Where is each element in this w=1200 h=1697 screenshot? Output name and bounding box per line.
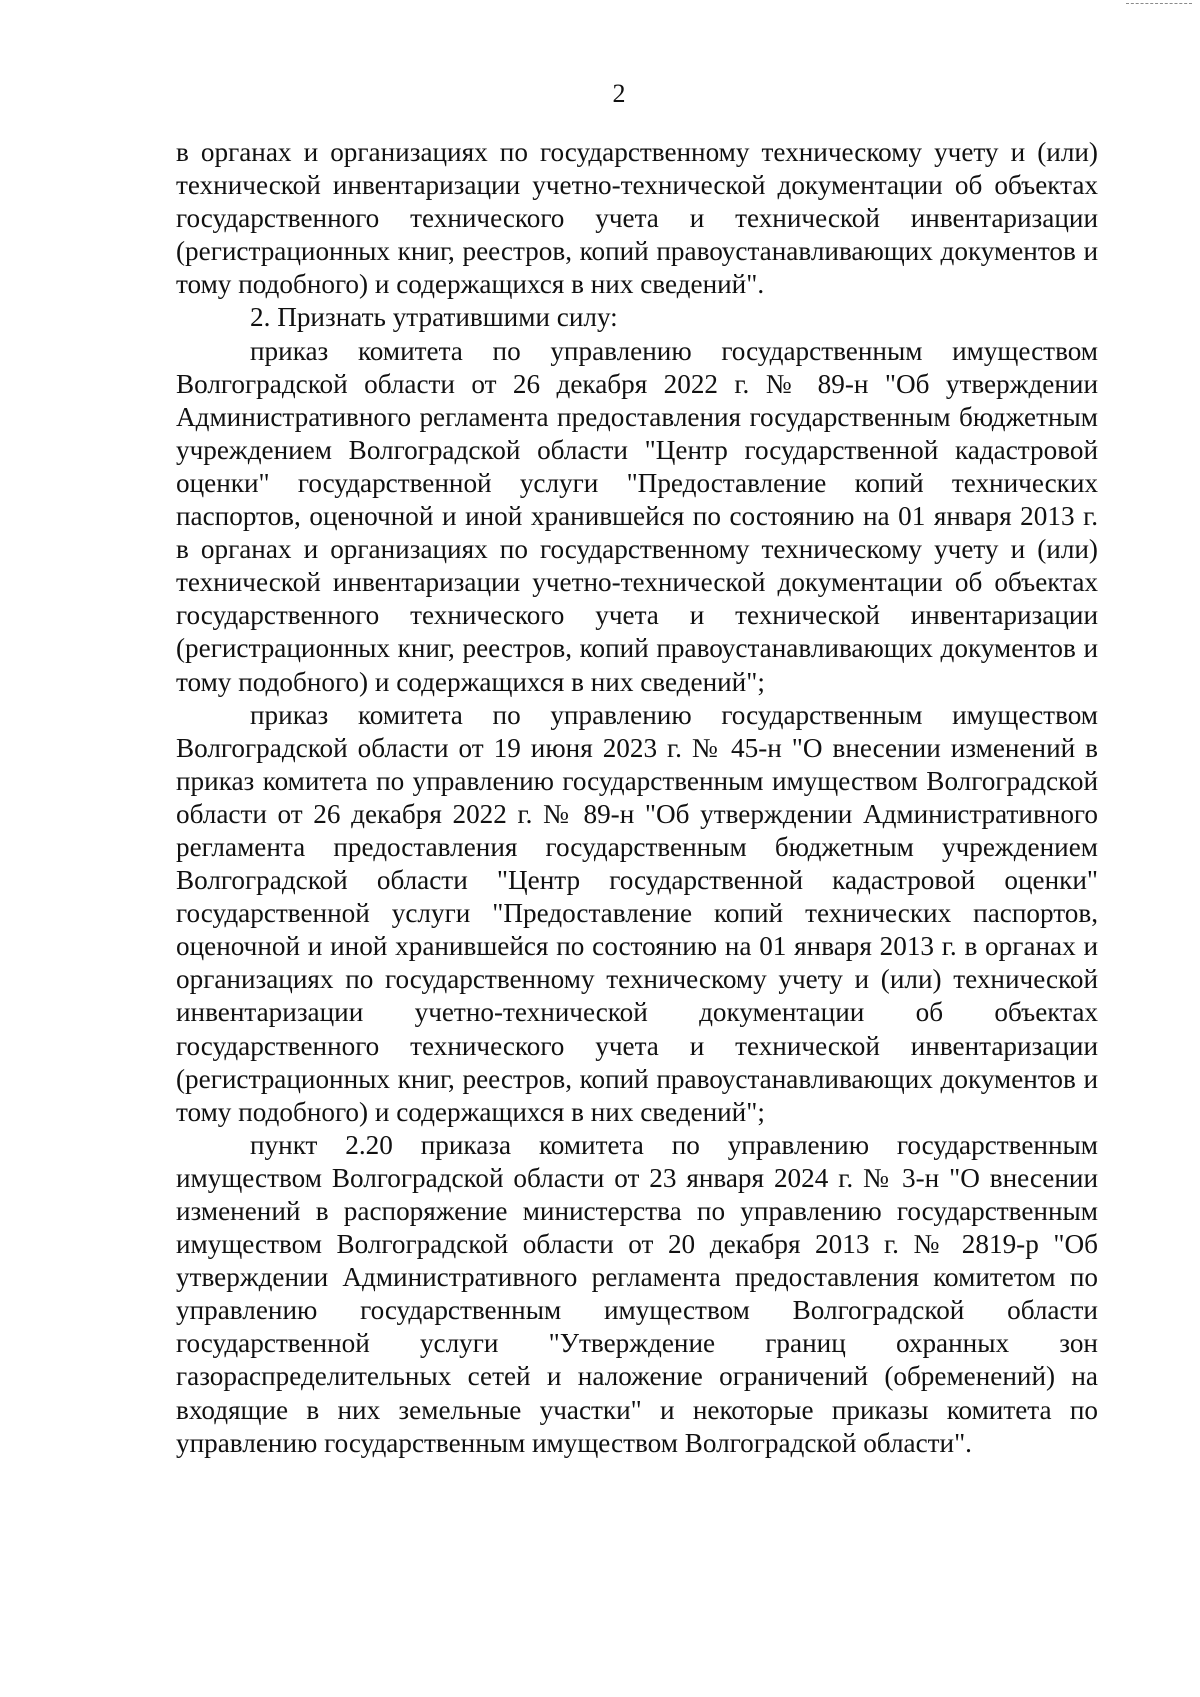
- paragraph-continuation: в органах и организациях по государственному техническому учету и (или) технической инвентаризации учетно-технической документации об объектах государственного технического учета и технической инвентаризации (регистрационных книг, реестров, копий правоустанавливающих документов и тому подобного) и содержащихся в них сведений".: [176, 137, 1098, 300]
- paragraph-item-2: 2. Признать утратившими силу:: [250, 302, 618, 333]
- document-body: [176, 136, 1098, 1460]
- paragraph-order-45n: приказ комитета по управлению государственным имуществом Волгоградской области от 19 июня 2023 г. № 45-н "О внесении изменений в приказ комитета по управлению государственным имуществом Волгоградской области от 26 декабря 2022 г. № 89-н "Об утверждении Административного регламента предоставления государственным бюджетным учреждением Волгоградской области "Центр государственной кадастровой оценки" государственной услуги "Предоставление копий технических паспортов, оценочной и иной хранившейся по состоянию на 01 января 2013 г. в органах и организациях по государственному техническому учету и (или) технической инвентаризации учетно-технической документации об объектах государственного технического учета и технической инвентаризации (регистрационных книг, реестров, копий правоустанавливающих документов и тому подобного) и содержащихся в них сведений";: [176, 699, 1098, 1127]
- paragraph-order-89n: приказ комитета по управлению государственным имуществом Волгоградской области от 26 декабря 2022 г. № 89-н "Об утверждении Административного регламента предоставления государственным бюджетным учреждением Волгоградской области "Центр государственной кадастровой оценки" государственной услуги "Предоставление копий технических паспортов, оценочной и иной хранившейся по состоянию на 01 января 2013 г. в органах и организациях по государственному техническому учету и (или) технической инвентаризации учетно-технической документации об объектах государственного технического учета и технической инвентаризации (регистрационных книг, реестров, копий правоустанавливающих документов и тому подобного) и содержащихся в них сведений";: [176, 335, 1098, 697]
- scan-edge-mark: [1126, 3, 1192, 7]
- paragraph-clause-2-20: пункт 2.20 приказа комитета по управлению государственным имуществом Волгоградской области от 23 января 2024 г. № 3-н "О внесении изменений в распоряжение министерства по управлению государственным имуществом Волгоградской области от 20 декабря 2013 г. № 2819-р "Об утверждении Административного регламента предоставления комитетом по управлению государственным имуществом Волгоградской области государственной услуги "Утверждение границ охранных зон газораспределительных сетей и наложение ограничений (обременений) на входящие в них земельные участки" и некоторые приказы комитета по управлению государственным имуществом Волгоградской области".: [176, 1129, 1098, 1458]
- page-number: 2: [612, 79, 626, 108]
